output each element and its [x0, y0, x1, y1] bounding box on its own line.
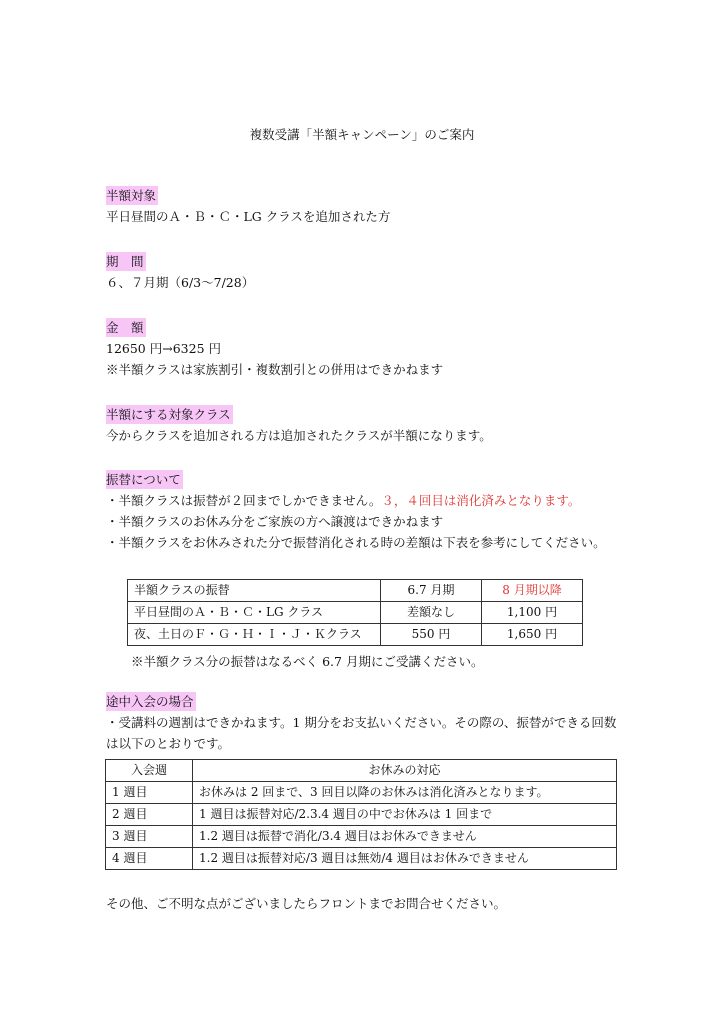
table-cell: 平日昼間のＡ・Ｂ・Ｃ・LG クラス	[128, 602, 381, 624]
table-header-row	[128, 580, 583, 602]
section-heading-target: 半額対象	[106, 188, 157, 203]
section-heading-transfer: 振替について	[106, 472, 181, 487]
transfer-bullet-1	[106, 490, 606, 511]
price-line-1: 12650 円→6325 円	[106, 341, 221, 356]
section-heading-price: 金 額	[106, 320, 144, 335]
table-row	[106, 782, 617, 804]
table-row	[106, 848, 617, 870]
table-cell: 2 週目	[106, 804, 193, 826]
section-heading-period: 期 間	[106, 254, 144, 269]
midway-line-2: は以下のとおりです。	[106, 736, 231, 751]
table-cell: 夜、土日のＦ・Ｇ・Ｈ・Ｉ・Ｊ・Ｋクラス	[128, 624, 381, 646]
table-row	[128, 602, 583, 624]
target-text: 平日昼間のＡ・Ｂ・Ｃ・LG クラスを追加された方	[106, 209, 391, 224]
section-transfer	[106, 469, 606, 553]
section-target	[106, 185, 390, 227]
table-cell: 1 週目は振替対応/2.3.4 週目の中でお休みは 1 回まで	[193, 804, 617, 826]
class-target-text: 今からクラスを追加される方は追加されたクラスが半額になります。	[106, 428, 492, 443]
table-cell: 4 週目	[106, 848, 193, 870]
section-price	[106, 317, 443, 380]
transfer-bullet-1-warning: ３，４回目は消化済みとなります。	[381, 493, 581, 508]
midway-line-1: ・受講料の週割はできかねます。1 期分をお支払いください。その際の、振替ができる回数	[106, 715, 617, 730]
transfer-bullet-1-text: ・半額クラスは振替が２回までしかできません。	[106, 493, 382, 508]
section-class-target	[106, 404, 492, 446]
table-row	[128, 624, 583, 646]
footer-text: その他、ご不明な点がございましたらフロントまでお問合せください。	[106, 896, 507, 911]
table-cell: お休みは 2 回まで、3 回目以降のお休みは消化済みとなります。	[193, 782, 617, 804]
table-cell: 差額なし	[381, 602, 482, 624]
table-row	[106, 826, 617, 848]
section-midway	[106, 691, 616, 754]
table-header-cell: 8 月期以降	[482, 580, 583, 602]
section-period	[106, 251, 254, 293]
table-cell: 1,650 円	[482, 624, 583, 646]
midway-table	[105, 759, 617, 870]
section-heading-class-target: 半額にする対象クラス	[106, 407, 231, 422]
table-cell: 1,100 円	[482, 602, 583, 624]
table-header-cell: 半額クラスの振替	[128, 580, 381, 602]
section-heading-midway: 途中入会の場合	[106, 694, 194, 709]
table-cell: 1.2 週目は振替対応/3 週目は無効/4 週目はお休みできません	[193, 848, 617, 870]
transfer-table	[127, 579, 583, 646]
transfer-bullet-3: ・半額クラスをお休みされた分で振替消化される時の差額は下表を参考にしてください。	[106, 535, 606, 550]
table-cell: 3 週目	[106, 826, 193, 848]
table-cell: 550 円	[381, 624, 482, 646]
document-title: 複数受講「半額キャンペーン」のご案内	[249, 127, 475, 142]
transfer-note: ※半額クラス分の振替はなるべく 6.7 月期にご受講ください。	[131, 654, 484, 669]
table-cell: 1.2 週目は振替で消化/3.4 週目はお休みできません	[193, 826, 617, 848]
price-line-2: ※半額クラスは家族割引・複数割引との併用はできかねます	[106, 362, 444, 377]
table-cell: 1 週目	[106, 782, 193, 804]
table-header-row	[106, 760, 617, 782]
table-header-cell: お休みの対応	[193, 760, 617, 782]
table-header-cell: 6.7 月期	[381, 580, 482, 602]
transfer-bullet-2: ・半額クラスのお休み分をご家族の方へ譲渡はできかねます	[106, 514, 444, 529]
period-text: ６、７月期（6/3〜7/28）	[106, 275, 255, 290]
table-header-cell: 入会週	[106, 760, 193, 782]
table-row	[106, 804, 617, 826]
